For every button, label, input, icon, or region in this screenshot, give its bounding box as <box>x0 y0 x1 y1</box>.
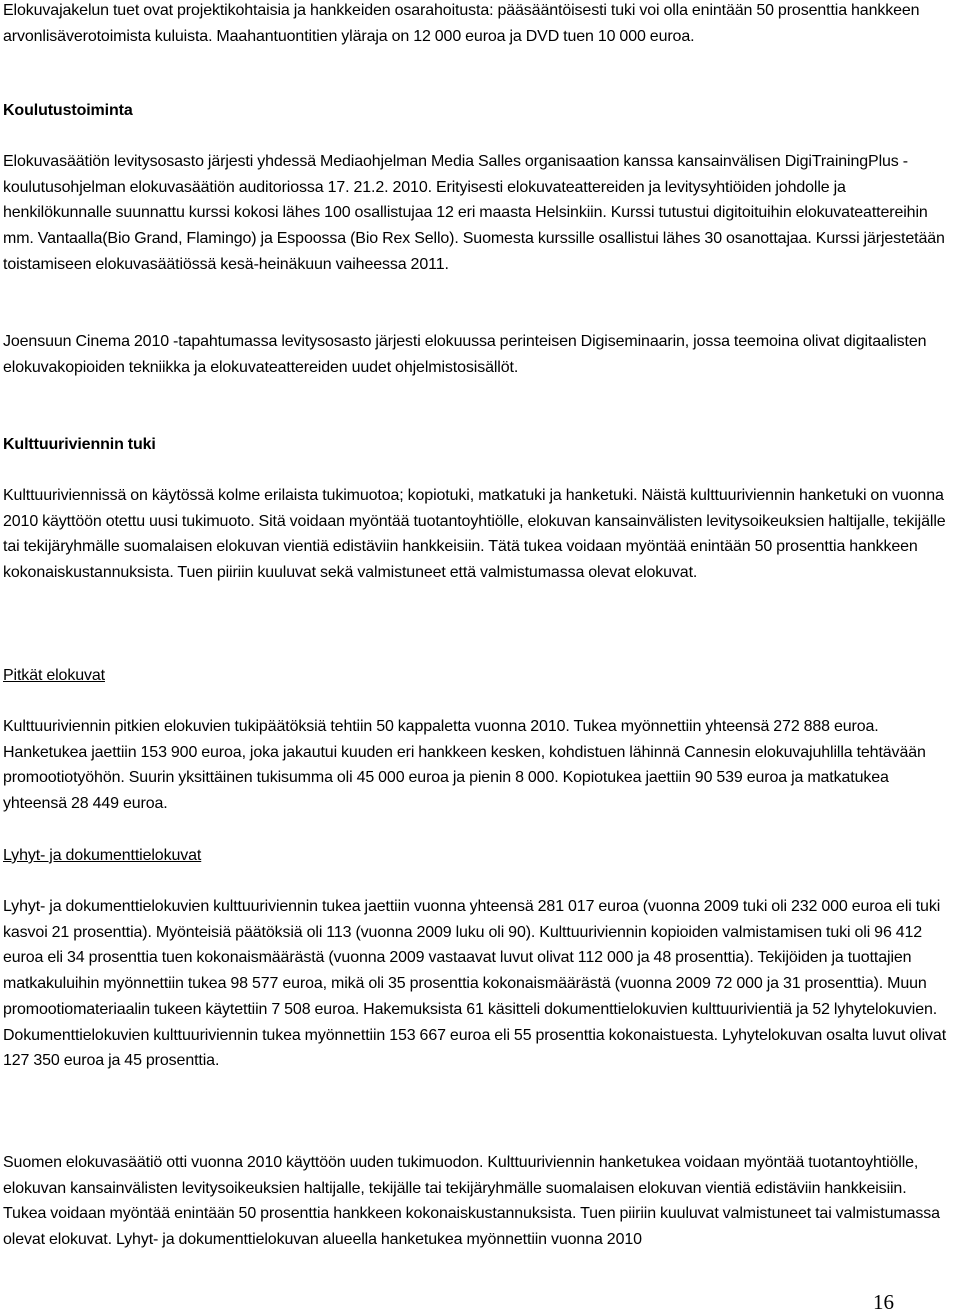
intro-paragraph: Elokuvajakelun tuet ovat projektikohtaisia ja hankkeiden osarahoitusta: pääsääntöisesti tuki voi olla enintään 50 prosenttia hankkeen arvonlisäverotoimista kuluista. Maahantuontitien yläraja on 12 000 euroa ja DVD tuen 10 000 euroa. <box>3 2 920 45</box>
section-heading-koulutustoiminta: Koulutustoiminta <box>3 102 133 119</box>
pitkat-paragraph-1: Kulttuuriviennin pitkien elokuvien tukipäätöksiä tehtiin 50 kappaletta vuonna 2010. Tukea myönnettiin yhteensä 272 888 euroa. Hanketukea jaettiin 153 900 euroa, joka jakautui kuuden eri hankkeen kesken, kohdistuen lähinnä Cannesin elokuvajuhlilla tehtävään promootiotyöhön. Suurin yksittäinen tukisumma oli 45 000 euroa ja pienin 8 000. Kopiotukea jaettiin 90 539 euroa ja matkatukea yhteensä 28 449 euroa. <box>3 718 926 813</box>
koulutus-paragraph-2: Joensuun Cinema 2010 -tapahtumassa levitysosasto järjesti elokuussa perinteisen Digiseminaarin, jossa teemoina olivat digitaalisten elokuvakopioiden tekniikka ja elokuvateattereiden uudet ohjelmistosisällöt. <box>3 333 927 376</box>
section-heading-pitkat-elokuvat: Pitkät elokuvat <box>3 667 105 684</box>
lyhyt-paragraph-2: Suomen elokuvasäätiö otti vuonna 2010 käyttöön uuden tukimuodon. Kulttuuriviennin hanketukea voidaan myöntää tuotantoyhtiölle, elokuvan kansainvälisten levitysoikeuksien haltijalle, tekijälle tai tekijäryhmälle suomalaisen elokuvan vientiä edistäviin hankkeisiin. Tukea voidaan myöntää enintään 50 prosenttia hankkeen kokonaiskustannuksista. Tuen piiriin kuuluvat valmistuneet tai valmistumassa olevat elokuvat. Lyhyt- ja dokumenttielokuvan alueella hanketukea myönnettiin vuonna 2010 <box>3 1154 940 1249</box>
section-heading-lyhyt-ja-dokumenttielokuvat: Lyhyt- ja dokumenttielokuvat <box>3 847 202 864</box>
koulutus-paragraph-1: Elokuvasäätiön levitysosasto järjesti yhdessä Mediaohjelman Media Salles organisaation kanssa kansainvälisen DigiTrainingPlus -koulutusohjelman elokuvasäätiön auditoriossa 17. 21.2. 2010. Erityisesti elokuvateattereiden ja levitysyhtiöiden johdolle ja henkilökunnalle suunnattu kurssi kokosi lähes 100 osallistujaa 12 eri maasta Helsinkiin. Kurssi tutustui digitoituihin elokuvateattereihin mm. Vantaalla(Bio Grand, Flamingo) ja Espoossa (Bio Rex Sello). Suomesta kurssille osallistui lähes 30 osanottajaa. Kurssi järjestetään toistamiseen elokuvasäätiössä kesä-heinäkuun vaiheessa 2011. <box>3 153 945 273</box>
lyhyt-paragraph-1: Lyhyt- ja dokumenttielokuvien kulttuuriviennin tukea jaettiin vuonna yhteensä 281 017 euroa (vuonna 2009 tuki oli 232 000 euroa eli tuki kasvoi 21 prosenttia). Myönteisiä päätöksiä oli 113 (vuonna 2009 luku oli 90). Kulttuuriviennin kopioiden valmistamisen tuki oli 96 412 euroa eli 34 prosenttia tuen kokonaismäärästä (vuonna 2009 vastaavat luvut olivat 112 000 ja 48 prosenttia). Tekijöiden ja tuottajien matkakuluihin myönnettiin tukea 98 577 euroa, mikä oli 35 prosenttia kokonaismäärästä (vuonna 2009 72 000 ja 31 prosenttia). Muun promootiomateriaalin tukeen käytettiin 7 508 euroa. Hakemuksista 61 käsitteli dokumenttielokuvien kulttuurivientiä ja 52 lyhytelokuvien. Dokumenttielokuvien kulttuuriviennin tukea myönnettiin 153 667 euroa eli 55 prosenttia kokonaistuesta. Lyhytelokuvan osalta luvut olivat 127 350 euroa ja 45 prosenttia. <box>3 898 947 1070</box>
kulttuurivienti-paragraph-1: Kulttuuriviennissä on käytössä kolme erilaista tukimuotoa; kopiotuki, matkatuki ja hanketuki. Näistä kulttuuriviennin hanketuki on vuonna 2010 käyttöön otettu uusi tukimuoto. Sitä voidaan myöntää tuotantoyhtiölle, elokuvan kansainvälisten levitysoikeuksien haltijalle, tekijälle tai tekijäryhmälle suomalaisen elokuvan vientiä edistäviin hankkeisiin. Tätä tukea voidaan myöntää enintään 50 prosenttia hankkeen kokonaiskustannuksista. Tuen piiriin kuuluvat sekä valmistuneet että valmistumassa olevat elokuvat. <box>3 487 946 582</box>
section-heading-kulttuuriviennin-tuki: Kulttuuriviennin tuki <box>3 436 156 453</box>
page-number: 16 <box>873 1290 894 1314</box>
